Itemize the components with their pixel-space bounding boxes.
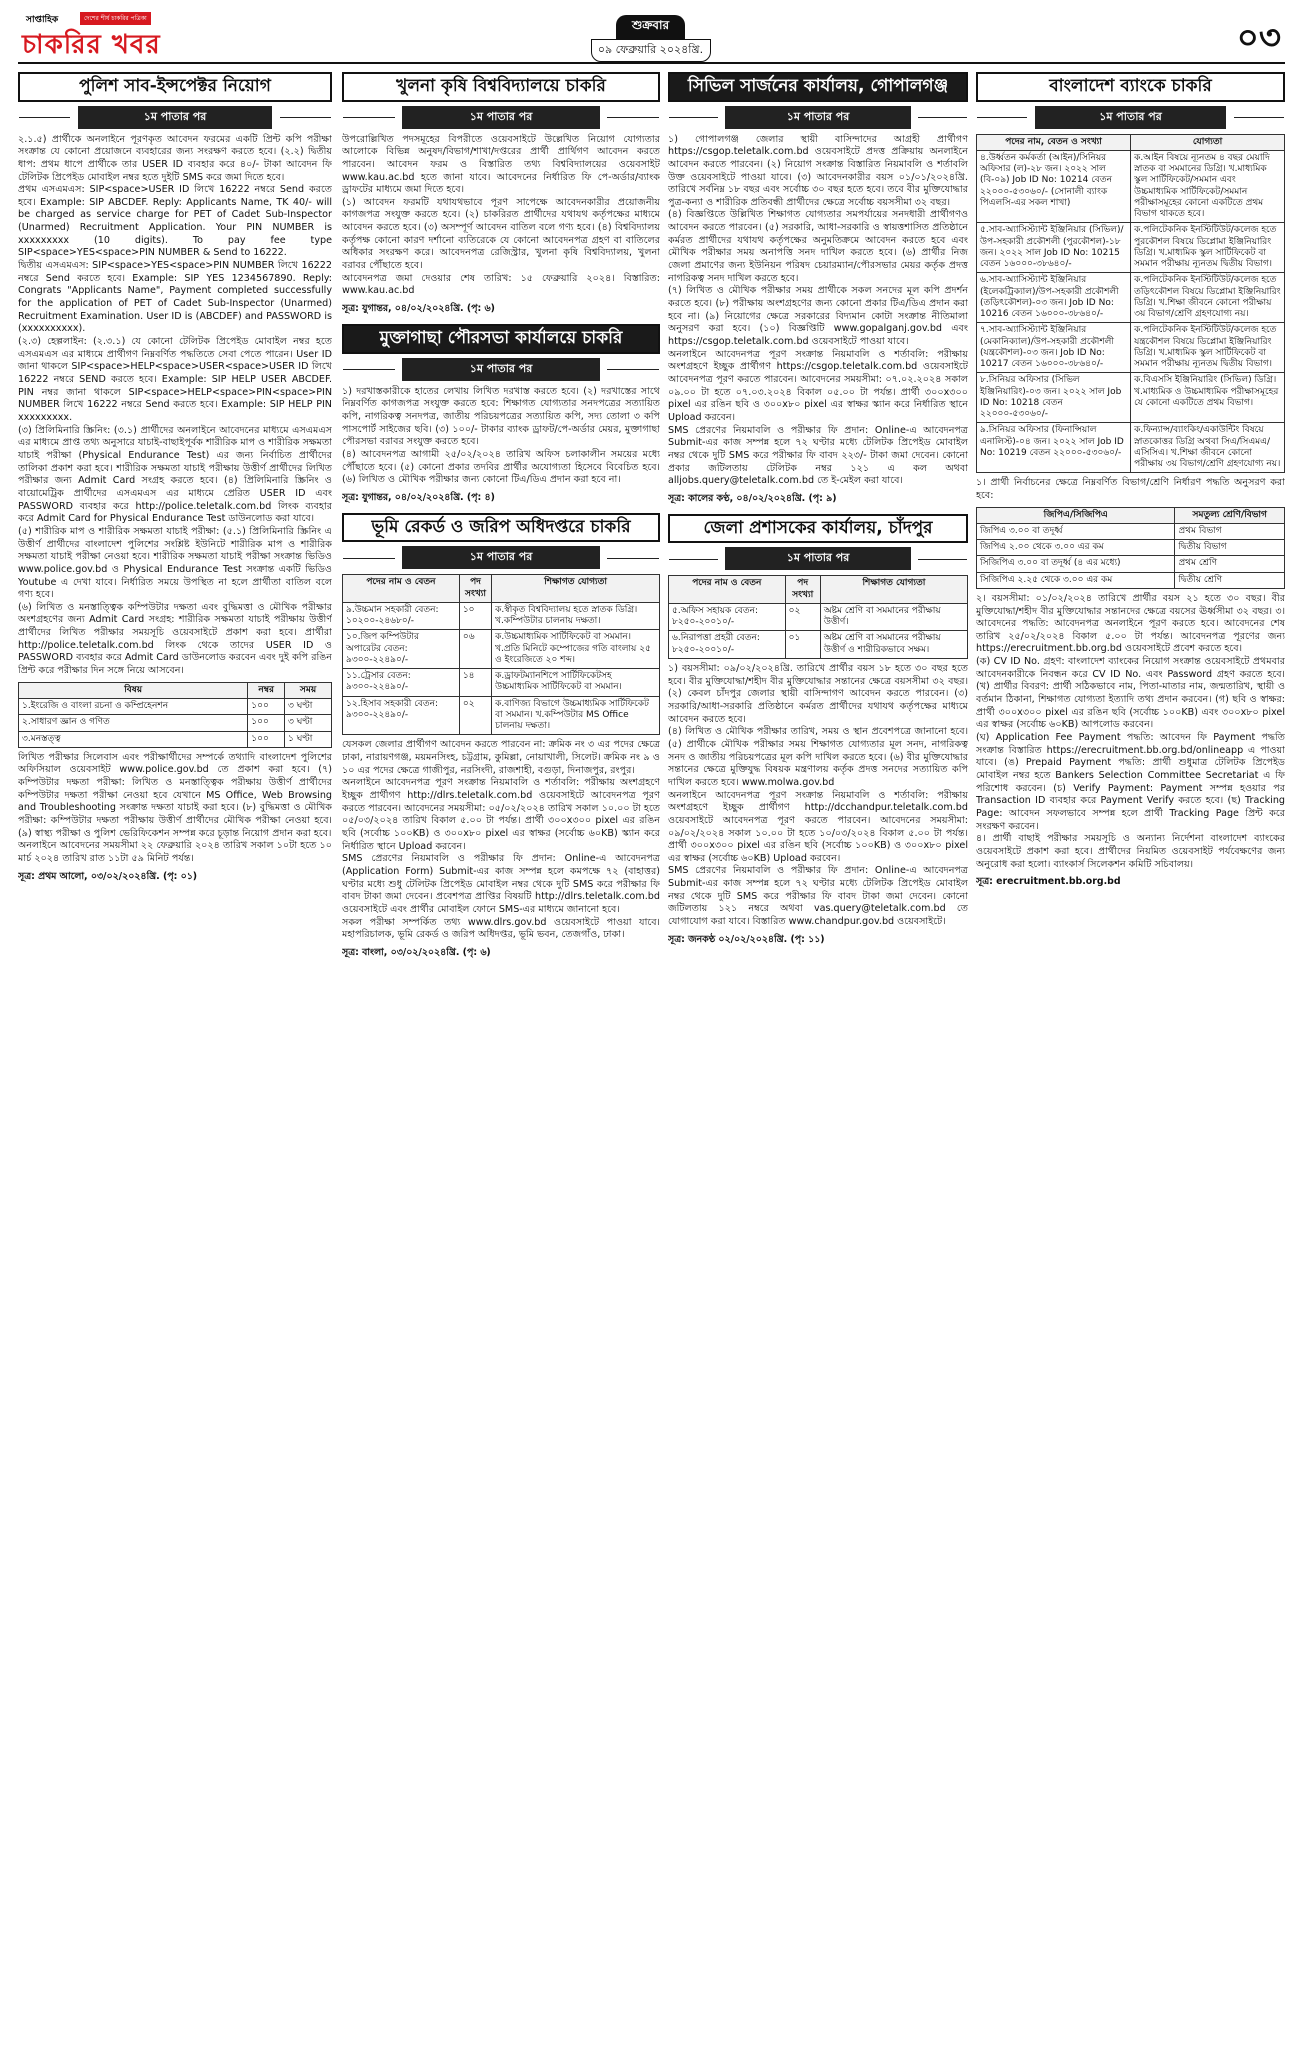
table-row [669,631,968,659]
table-row [977,523,1285,539]
table-cell: ৩ ঘণ্টা [285,699,332,715]
table-cell: প্রথম বিভাগ [1175,523,1285,539]
table-cell: ২.সাধারণ জ্ঞান ও গণিত [19,715,248,731]
continued-tag: ১ম পাতার পর [725,106,911,129]
continued-tag: ১ম পাতার পর [1035,106,1227,129]
logo-title: চাকরির খবর [22,30,161,60]
table-cell: ক.উচ্চমাধ্যমিক সার্টিফিকেট বা সমমান। খ.প্রতি মিনিটে কম্পোজের গতি বাংলায় ২৫ ও ইংরেজিতে ২০ শব্দ। [492,630,660,669]
heading-land-records: ভূমি রেকর্ড ও জরিপ অধিদপ্তরে চাকরি [342,513,660,543]
table-cell: ক.স্বীকৃত বিশ্ববিদ্যালয় হতে স্নাতক ডিগ্রি। খ.কম্পিউটার চালনায় দক্ষতা। [492,602,660,630]
table-row [669,603,968,631]
logo-small-text: সাপ্তাহিক [26,15,59,25]
table-cell: ১.ইংরেজি ও বাংলা রচনা ও কম্প্রিহেনশন [19,699,248,715]
source-citation: সূত্র: যুগান্তর, ০৪/০২/২০২৪খ্রি. (পৃ: ৪) [342,491,495,503]
heading-muktagacha: মুক্তাগাছা পৌরসভা কার্যালয়ে চাকরি [342,324,660,354]
table-cell: ক.বাণিজ্য বিভাগে উচ্চমাধ্যমিক সার্টিফিকেট বা সমমান। খ.কম্পিউটার MS Office চালনায় দক্ষতা। [492,696,660,735]
continued-tag: ১ম পাতার পর [725,547,911,570]
paragraph: অনলাইনে আবেদনের সময়সীমা ২২ ফেব্রুয়ারি ২০২৪ তারিখ সকাল ১০টা হতে ১০ মার্চ ২০২৪ তারিখ রাত ১১টা ৫৯ মিনিট পর্যন্ত। [18,840,332,865]
page-number: ০৩ [1236,18,1281,58]
table-header: জিপিএ/সিজিপিএ [977,507,1175,523]
source-citation: সূত্র: erecruitment.bb.org.bd [976,876,1121,888]
table-header: সমতুল্য শ্রেণি/বিভাগ [1175,507,1285,523]
table-cell: ক.পলিটেকনিক ইনস্টিটিউট/কলেজ হতে তড়িৎকৌশল বিষয়ে ডিপ্লোমা ইঞ্জিনিয়ারিং ডিগ্রি। খ.শিক্ষা জীবনে কোনো পরীক্ষায় ৩য় বিভাগ/শ্রেণি গ্রহণযোগ্য নয়। [1131,273,1285,323]
heading-bangladesh-bank: বাংলাদেশ ব্যাংকে চাকরি [976,72,1285,102]
table-header: পদ সংখ্যা [459,575,491,603]
masthead [18,10,1285,62]
table-cell: ক.আইন বিষয়ে ন্যূনতম ৪ বছর মেয়াদি স্নাতক বা সমমানের ডিগ্রি। খ.মাধ্যমিক স্কুল সার্টিফিকেট/সমমান এবং উচ্চমাধ্যমিক সার্টিফিকেট/সমমান পরীক্ষাসমূহের কোনো একটিতে প্রথম বিভাগ থাকতে হবে। [1131,150,1285,223]
table-row [977,223,1285,273]
table-cell: ১০ [459,602,491,630]
posts-table [342,574,660,735]
table-cell: দ্বিতীয় বিভাগ [1175,540,1285,556]
table-row [343,602,660,630]
table-header: নম্বর [248,682,285,698]
table-cell: ৯.সিনিয়র অফিসার (ফিনান্সিয়াল এনালিস্ট)-০৪ জন। ২০২২ সাল Job ID No: 10219 বেতন ২২০০০-৫৩০৬০/- [977,423,1131,473]
table-cell: ০৬ [459,630,491,669]
newspaper-logo [18,12,228,60]
table-header: পদ সংখ্যা [785,576,820,604]
table-cell: ৭.সাব-অ্যাসিস্ট্যান্ট ইঞ্জিনিয়ার (মেকানিক্যাল)/উপ-সহকারী প্রকৌশলী (যন্ত্রকৌশল)-০৩ জন। Job ID No: 10217 বেতন ১৬০০০-৩৮৬৪০/- [977,323,1131,373]
table-cell: ৬.সাব-অ্যাসিস্ট্যান্ট ইঞ্জিনিয়ার (ইলেকট্রিক্যাল)/উপ-সহকারী প্রকৌশলী (তড়িৎকৌশল)-০৩ জন। Job ID No: 10216 বেতন ১৬০০০-৩৮৬৪০/- [977,273,1131,323]
table-cell: ক.ফিন্যান্স/ব্যাংকিং/একাউন্টিং বিষয়ে স্নাতকোত্তর ডিগ্রি অথবা সিএ/সিএমএ/এসিসিএ। খ.শিক্ষা জীবনে কোনো পরীক্ষায় ৩য় বিভাগ/শ্রেণি গ্রহণযোগ্য নয়। [1131,423,1285,473]
paragraph: ২। বয়সসীমা: ০১/০২/২০২৪ তারিখে প্রার্থীর বয়স ২১ হতে ৩০ বছর। বীর মুক্তিযোদ্ধা/শহীদ বীর মুক্তিযোদ্ধার সন্তানদের ক্ষেত্রে বয়সের ঊর্ধ্বসীমা ৩২ বছর। ৩। আবেদনের পদ্ধতি: আবেদনপত্র অনলাইনে পূরণ করতে হবে। আবেদনের শেষ তারিখ ২৫/০২/২০২৪ বিকাল ৫.০০ টা পর্যন্ত। আবেদনপত্র পূরণের জন্য https://erecruitment.bb.org.bd ওয়েবসাইটে প্রবেশ করতে হবে। [976,592,1285,655]
table-cell: ৯.উচ্চমান সহকারী বেতন: ১০২০০-২৪৬৮০/- [343,602,460,630]
paragraph: SMS প্রেরণের নিয়মাবলি ও পরীক্ষার ফি প্রদান: Online-এ আবেদনপত্র Submit-এর কাজ সম্পন্ন হলে ৭২ ঘণ্টার মধ্যে টেলিটক প্রিপেইড মোবাইল নম্বর থেকে দুটি SMS করে পরীক্ষার ফি বাবদ টাকা জমা দেবেন। কোনো জটিলতায় ১২১ নম্বরে অথবা vas.query@teletalk.com.bd তে যোগাযোগ করা যাবে। বিস্তারিত www.chandpur.gov.bd ওয়েবসাইটে। [668,865,968,928]
masthead-rule [18,62,1285,64]
paragraph: লিখিত পরীক্ষার সিলেবাস এবং পরীক্ষার্থীদের সম্পর্কে তথ্যাদি বাংলাদেশ পুলিশের অফিসিয়াল ওয়েবসাইট www.police.gov.bd তে প্রকাশ করা হবে। (৭) কম্পিউটার দক্ষতা পরীক্ষা: লিখিত ও মনস্তাত্ত্বিক পরীক্ষায় উত্তীর্ণ প্রার্থীদের কম্পিউটার দক্ষতা পরীক্ষা নেওয়া হবে যেখানে MS Office, Web Browsing and Troubleshooting সংক্রান্ত দক্ষতা যাচাই করা হবে। (৮) বুদ্ধিমত্তা ও মৌখিক পরীক্ষা: কম্পিউটার দক্ষতা পরীক্ষায় উত্তীর্ণ প্রার্থীদের মৌখিক পরীক্ষা নেওয়া হবে। (৯) স্বাস্থ্য পরীক্ষা ও পুলিশ ভেরিফিকেশন সম্পন্ন করে চূড়ান্ত নিয়োগ প্রদান করা হবে। [18,751,332,839]
table-cell: ৩ ঘণ্টা [285,715,332,731]
table-cell: জিপিএ ৩.০০ বা তদূর্ধ্ব [977,523,1175,539]
section-land-records [342,513,660,960]
source-citation: সূত্র: প্রথম আলো, ০৩/০২/২০২৪খ্রি. (পৃ: ০১) [18,870,198,882]
paragraph: (ঘ) Application Fee Payment পদ্ধতি: আবেদন ফি Payment পদ্ধতি সংক্রান্ত বিস্তারিত https://erecruitment.bb.org.bd/onlineapp এ পাওয়া যাবে। (ঙ) Prepaid Payment পদ্ধতি: প্রার্থী শুধুমাত্র টেলিটক প্রিপেইড মোবাইল নম্বর হতে Bankers Selection Committee Secretariat এ ফি পরিশোধ করবেন। (চ) Verify Payment: Payment সম্পন্ন হওয়ার পর Transaction ID ব্যবহার করে Payment Verify করতে হবে। (ছ) Tracking Page: আবেদন সফলভাবে সম্পন্ন হলে প্রার্থী Tracking Page প্রিন্ট করে সংরক্ষণ করবেন। [976,732,1285,832]
table-row [343,669,660,697]
column-bangladesh-bank [976,72,1285,2036]
table-cell: ক.পলিটেকনিক ইনস্টিটিউট/কলেজ হতে পুরকৌশল বিষয়ে ডিপ্লোমা ইঞ্জিনিয়ারিং ডিগ্রি। খ.মাধ্যমিক স্কুল সার্টিফিকেট বা সমমান পরীক্ষায় ন্যূনতম দ্বিতীয় বিভাগ। [1131,223,1285,273]
table-row [977,323,1285,373]
source-citation: সূত্র: জনকণ্ঠ ০২/০২/২০২৪খ্রি. (পৃ: ১১) [668,933,825,945]
continued-tag: ১ম পাতার পর [402,358,599,381]
continued-tag: ১ম পাতার পর [402,106,599,129]
table-cell: ৩.মনস্তত্ত্ব [19,731,248,747]
table-cell: অষ্টম শ্রেণি বা সমমানের পরীক্ষায় উত্তীর্ণ। [820,603,967,631]
table-row [19,715,332,731]
table-cell: ৪.উর্ধ্বতন কর্মকর্তা (আইন)/সিনিয়র অফিসার (ল)-২৮ জন। ২০২২ সাল (বি-০৯) Job ID No: 10214 বেতন ২২০০০-৫৩০৬০/- (সোনালী ব্যাংক পিএলসি-এর সকল শাখা) [977,150,1131,223]
table-cell: ১০০ [248,715,285,731]
table-cell: ০২ [459,696,491,735]
table-cell: ১১.ট্রেসার বেতন: ৯৩০০-২২৪৯০/- [343,669,460,697]
table-cell: ৬.নিরাপত্তা প্রহরী বেতন: ৮২৫০-২০০১০/- [669,631,786,659]
table-header: পদের নাম ও বেতন [669,576,786,604]
table-cell: অষ্টম শ্রেণি বা সমমানের পরীক্ষায় উত্তীর্ণ ও শারীরিকভাবে সক্ষম। [820,631,967,659]
table-header: শিক্ষাগত যোগ্যতা [820,576,967,604]
table-cell: ক.ড্রাফটম্যানশিপে সার্টিফিকেটসহ উচ্চমাধ্যমিক সার্টিফিকেট বা সমমান। [492,669,660,697]
table-header: যোগ্যতা [1131,134,1285,150]
paragraph: অনলাইনে আবেদনপত্র পূরণ সংক্রান্ত নিয়মাবলি ও শর্তাবলি: পরীক্ষায় অংশগ্রহণে ইচ্ছুক প্রার্থীগণ http://dcchandpur.teletalk.com.bd ওয়েবসাইটে আবেদনপত্র পূরণ করতে পারবেন। আবেদনের সময়সীমা: ০৯/০২/২০২৪ সকাল ১০.০০ টা হতে ১০/০৩/২০২৪ বিকাল ৫.০০ টা পর্যন্ত। প্রার্থী ৩০০x৩০০ pixel এর রঙিন ছবি (সর্বোচ্চ ১০০KB) ও ৩০০x৮০ pixel এর স্বাক্ষর (সর্বোচ্চ ৬০KB) Upload করবেন। [668,789,968,864]
table-cell: ০২ [785,603,820,631]
table-header: পদের নাম ও বেতন [343,575,460,603]
grade-equivalence-table [976,507,1285,589]
issue-date-box [553,14,748,54]
table-row [19,731,332,747]
column-middle-right [668,72,968,2036]
table-header: বিষয় [19,682,248,698]
heading-police-si: পুলিশ সাব-ইন্সপেক্টর নিয়োগ [18,72,332,102]
table-header: পদের নাম, বেতন ও সংখ্যা [977,134,1131,150]
posts-table [668,575,968,659]
paragraph: আবেদনপত্র জমা দেওয়ার শেষ তারিখ: ১৫ ফেব্রুয়ারি ২০২৪। বিস্তারিত: www.kau.ac.bd [342,272,660,297]
issue-day: শুক্রবার [616,15,685,39]
table-header: শিক্ষাগত যোগ্যতা [492,575,660,603]
paragraph: ১) দরখাস্তকারীকে হাতের লেখায় লিখিত দরখাস্ত করতে হবে। (২) দরখাস্তের সাথে নিম্নবর্ণিত কাগজপত্র সংযুক্ত করতে হবে: শিক্ষাগত যোগ্যতার সনদপত্রের সত্যায়িত কপি, নাগরিকত্ব সনদপত্র, জাতীয় পরিচয়পত্রের সত্যায়িত কপি, সদ্য তোলা ৩ কপি পাসপোর্ট সাইজের ছবি। (৩) ১০০/- টাকার ব্যাংক ড্রাফট/পে-অর্ডার মেয়র, মুক্তাগাছা পৌরসভা বরাবর সংযুক্ত করতে হবে। [342,385,660,448]
paragraph: উপরোল্লিখিত পদসমূহের বিপরীতে ওয়েবসাইটে উল্লেখিত নিয়োগ যোগ্যতার আলোকে বিভিন্ন অনুষদ/বিভাগ/শাখা/দপ্তরের প্রার্থী প্রার্থিগণ আবেদন করতে পারবেন। আবেদন ফরম ও বিস্তারিত তথ্য বিশ্ববিদ্যালয়ের ওয়েবসাইট www.kau.ac.bd হতে জানা যাবে। আবেদনের নির্ধারিত ফি পে-অর্ডার/ব্যাংক ড্রাফটের মাধ্যমে জমা দিতে হবে। [342,133,660,196]
table-cell: সিজিপিএ ২.২৫ থেকে ৩.০০ এর কম [977,572,1175,588]
paragraph: ৪। প্রার্থী বাছাই পরীক্ষার সময়সূচি ও অন্যান্য নির্দেশনা বাংলাদেশ ব্যাংকের ওয়েবসাইটে প্রকাশ করা হবে। প্রার্থীদের নিয়মিত ওয়েবসাইট পর্যবেক্ষণের জন্য অনুরোধ করা হলো। ব্যাংকার্স সিলেকশন কমিটি সচিবালয়। [976,833,1285,870]
continued-tag: ১ম পাতার পর [402,546,599,569]
paragraph: (৫) শারীরিক মাপ ও শারীরিক সক্ষমতা যাচাই পরীক্ষা: (৫.১) প্রিলিমিনারি স্ক্রিনিং এ উত্তীর্ণ প্রার্থীদের বাংলাদেশ পুলিশের সংশ্লিষ্ট ইউনিটে শারীরিক মাপ ও শারীরিক সক্ষমতা যাচাই পরীক্ষা নেওয়া হবে। শারীরিক সক্ষমতা যাচাই পরীক্ষা সংক্রান্ত ভিডিও www.police.gov.bd ও Physical Endurance Test সংক্রান্ত একটি ভিডিও Youtube এ দেখা যাবে। নির্ধারিত সময়ে উপস্থিত না হলে প্রার্থীতা বাতিল বলে গণ্য হবে। [18,525,332,601]
source-citation: সূত্র: যুগান্তর, ০৪/০২/২০২৪খ্রি. (পৃ: ৬) [342,303,495,315]
sms-instruction: দ্বিতীয় এসএমএস: SIP<space>YES<space>PIN NUMBER লিখে 16222 নম্বরে Send করতে হবে। Example: SIP YES 1234567890. Reply: Congrats "Applicants Name", Payment completed successfully for the application of PET of Cadet Sub-Inspector (Unarmed) Recruitment Examination. User ID is (ABCDEF) and PASSWORD is (xxxxxxxxxx). [18,260,332,335]
paragraph: ১। প্রার্থী নির্বাচনের ক্ষেত্রে নিম্নবর্ণিত বিভাগ/শ্রেণি নির্ধারণ পদ্ধতি অনুসরণ করা হবে: [976,477,1285,501]
table-row [977,273,1285,323]
table-cell: ক.পলিটেকনিক ইনস্টিটিউট/কলেজ হতে যন্ত্রকৌশল বিষয়ে ডিপ্লোমা ইঞ্জিনিয়ারিং ডিগ্রি। খ.মাধ্যমিক স্কুল সার্টিফিকেট বা সমমান পরীক্ষায় ন্যূনতম দ্বিতীয় বিভাগ। [1131,323,1285,373]
table-cell: ১৪ [459,669,491,697]
paragraph: (৬) লিখিত ও মনস্তাত্ত্বিক কম্পিউটার দক্ষতা এবং বুদ্ধিমত্তা ও মৌখিক পরীক্ষার অংশগ্রহণের জন্য Admit Card সংগ্রহ: শারীরিক সক্ষমতা যাচাই পরীক্ষায় উত্তীর্ণ প্রার্থীদের লিখিত পরীক্ষার সময়সূচি ওয়েবসাইটে প্রকাশ করা হবে। প্রার্থীরা http://police.teletalk.com.bd লিংক থেকে তাদের USER ID ও PASSWORD ব্যবহার করে Admit Card ডাউনলোড করবেন এবং দুই কপি রঙিন প্রিন্ট করে পরীক্ষার দিন সঙ্গে নিয়ে আসবেন। [18,601,332,677]
paragraph: ১) গোপালগঞ্জ জেলার স্থায়ী বাসিন্দাদের আগ্রহী প্রার্থীগণ https://csgop.teletalk.com.bd ওয়েবসাইটে প্রদত্ত প্রক্রিয়ায় অনলাইনে আবেদন করতে পারবেন। (২) নিয়োগ সংক্রান্ত বিস্তারিত নিয়মাবলি ও শর্তাবলি উক্ত ওয়েবসাইটে পাওয়া যাবে। (৩) আবেদনকারীর বয়স ০১/০১/২০২৪খ্রি. তারিখে সর্বনিম্ন ১৮ বছর এবং সর্বোচ্চ ৩০ বছর হতে হবে। তবে বীর মুক্তিযোদ্ধার পুত্র-কন্যা ও শারীরিক প্রতিবন্ধী প্রার্থীদের ক্ষেত্রে সর্বোচ্চ বয়সসীমা ৩২ বছর। [668,133,968,208]
table-cell: ০১ [785,631,820,659]
section-civil-surgeon [668,72,968,506]
paragraph: অনলাইনে আবেদনপত্র পূরণ সংক্রান্ত নিয়মাবলি ও শর্তাবলি: পরীক্ষায় অংশগ্রহণে ইচ্ছুক প্রার্থীগণ http://dlrs.teletalk.com.bd ওয়েবসাইটে আবেদনপত্র পূরণ করতে পারবেন। আবেদনের সময়সীমা: ০৫/০২/২০২৪ তারিখ সকাল ১০.০০ টা হতে ০৫/০৩/২০২৪ তারিখ বিকাল ৫.০০ টা পর্যন্ত। প্রার্থী ৩০০x৩০০ pixel এর রঙিন ছবি (সর্বোচ্চ ১০০KB) ও ৩০০x৮০ pixel এর স্বাক্ষর (সর্বোচ্চ ৬০KB) স্ক্যান করে নির্ধারিত স্থানে Upload করবেন। [342,777,660,852]
table-row [977,540,1285,556]
table-cell: ১০০ [248,699,285,715]
table-row [977,150,1285,223]
table-row [977,423,1285,473]
exam-marks-table [18,682,332,748]
heading-civil-surgeon: সিভিল সার্জনের কার্যালয়, গোপালগঞ্জ [668,72,968,102]
paragraph: সকল পরীক্ষা সম্পর্কিত তথ্য www.dlrs.gov.bd ওয়েবসাইটে পাওয়া যাবে। মহাপরিচালক, ভূমি রেকর্ড ও জরিপ অধিদপ্তর, ভূমি ভবন, তেজগাঁও, ঢাকা। [342,916,660,941]
table-cell: ৫.সাব-অ্যাসিস্ট্যান্ট ইঞ্জিনিয়ার (সিভিল)/উপ-সহকারী প্রকৌশলী (পুরকৌশল)-১৮ জন। ২০২২ সাল Job ID No: 10215 বেতন ১৬০০০-৩৮৬৪০/- [977,223,1131,273]
table-cell: ১ ঘণ্টা [285,731,332,747]
table-cell: ১০.জিপ কম্পিউটার অপারেটর বেতন: ৯৩০০-২২৪৯০/- [343,630,460,669]
paragraph: ২.১.৫) প্রার্থীকে অনলাইনে পূরণকৃত আবেদন ফরমের একটি প্রিন্ট কপি পরীক্ষা সংক্রান্ত যে কোনো প্রয়োজনে ব্যবহারের জন্য সংরক্ষণ করতে হবে। (২.২) দ্বিতীয় ধাপ: প্রথম ধাপে প্রার্থীকে তার USER ID ব্যবহার করে ৪০/- টাকা আবেদন ফি টেলিটক প্রিপেইড মোবাইল নম্বর হতে দুইটি SMS করে জমা দিতে হবে। [18,133,332,183]
paragraph: (৭) লিখিত ও মৌখিক পরীক্ষার সময় প্রার্থীকে সকল সনদের মূল কপি প্রদর্শন করতে হবে। (৮) পরীক্ষায় অংশগ্রহণের জন্য কোনো প্রকার টিএ/ডিএ প্রদান করা হবে না। (৯) নিয়োগের ক্ষেত্রে সরকারের বিদ্যমান কোটা সংক্রান্ত নীতিমালা অনুসরণ করা হবে। (১০) বিজ্ঞপ্তিটি www.gopalganj.gov.bd এবং https://csgop.teletalk.com.bd ওয়েবসাইটে পাওয়া যাবে। [668,285,968,348]
paragraph: যেসকল জেলার প্রার্থীগণ আবেদন করতে পারবেন না: ক্রমিক নং ৩ এর পদের ক্ষেত্রে ঢাকা, নারায়ণগঞ্জ, ময়মনসিংহ, চট্টগ্রাম, কুমিল্লা, নোয়াখালী, সিলেট। ক্রমিক নং ৯ ও ১০ এর পদের ক্ষেত্রে গাজীপুর, নরসিংদী, রাজশাহী, বগুড়া, দিনাজপুর, রংপুর। [342,739,660,776]
heading-dc-chandpur: জেলা প্রশাসকের কার্যালয়, চাঁদপুর [668,514,968,544]
continued-tag: ১ম পাতার পর [78,106,273,129]
heading-khulna-agri: খুলনা কৃষি বিশ্ববিদ্যালয়ে চাকরি [342,72,660,102]
source-citation: সূত্র: কালের কণ্ঠ, ০৪/০২/২০২৪খ্রি. (পৃ: ৯) [668,492,837,504]
table-cell: ৮.সিনিয়র অফিসার (সিভিল ইঞ্জিনিয়ারিং)-০৩ জন। ২০২২ সাল Job ID No: 10218 বেতন ২২০০০-৫৩০৬০/- [977,373,1131,423]
table-cell: সিজিপিএ ৩.০০ বা তদূর্ধ্ব (৪ এর মধ্যে) [977,556,1175,572]
table-cell: ৫.অফিস সহায়ক বেতন: ৮২৫০-২০০১০/- [669,603,786,631]
table-row [343,630,660,669]
paragraph: (২.৩) হেল্পলাইন: (২.৩.১) যে কোনো টেলিটক প্রিপেইড মোবাইল নম্বর হতে এসএমএস এর মাধ্যমে প্রার্থীগণ নিম্নবর্ণিত পদ্ধতিতে সেবা পেতে পারেন। User ID জানা থাকলে SIP<space>HELP<space>USER<space>USER ID লিখে 16222 নম্বরে SEND করতে হবে। Example: SIP HELP USER ABCDEF. PIN নম্বর জানা থাকলে SIP<space>HELP<space>PIN<space>PIN NUMBER লিখে 16222 নম্বরে Send করতে হবে। Example: SIP HELP PIN xxxxxxxxx. [18,336,332,423]
table-header: সময় [285,682,332,698]
posts-table [976,134,1285,474]
table-cell: দ্বিতীয় শ্রেণি [1175,572,1285,588]
table-cell: জিপিএ ২.০০ থেকে ৩.০০ এর কম [977,540,1175,556]
table-cell: ১০০ [248,731,285,747]
paragraph: SMS প্রেরণের নিয়মাবলি ও পরীক্ষার ফি প্রদান: Online-এ আবেদনপত্র Submit-এর কাজ সম্পন্ন হলে ৭২ ঘণ্টার মধ্যে টেলিটক প্রিপেইড মোবাইল নম্বর থেকে দুটি SMS করে পরীক্ষার ফি বাবদ ২২৩/- টাকা জমা দেবেন। কোনো প্রকার জটিলতায় টেলিটক নম্বর ১২১ এ কল অথবা alljobs.query@teletalk.com.bd তে ই-মেইল করা যাবে। [668,424,968,487]
paragraph: (৩) প্রিলিমিনারি স্ক্রিনিং: (৩.১) প্রার্থীদের অনলাইনে আবেদনের মাধ্যমে এসএমএস এর মাধ্যমে প্রাপ্ত তথ্য অনুসারে যাচাই-বাছাইপূর্বক শারীরিক মাপ ও শারীরিক সক্ষমতা যাচাই পরীক্ষা (Physical Endurance Test) এর জন্য নির্বাচিত প্রার্থীদের তালিকা প্রকাশ করা হবে। শারীরিক সক্ষমতা যাচাই পরীক্ষায় উত্তীর্ণ প্রার্থীদের লিখিত পরীক্ষার জন্য Admit Card সংগ্রহ করতে হবে। (৪) প্রিলিমিনারি স্ক্রিনিং ও বায়োমেট্রিক প্রার্থীদের এসএমএস এর মাধ্যমে প্রেরিত USER ID এবং PASSWORD ব্যবহার করে http://police.teletalk.com.bd লিংক ব্যবহার করে Admit Card for Physical Endurance Test ডাউনলোড করা যাবে। [18,424,332,525]
paragraph: ১) বয়সসীমা: ০৯/০২/২০২৪খ্রি. তারিখে প্রার্থীর বয়স ১৮ হতে ৩০ বছর হতে হবে। বীর মুক্তিযোদ্ধা/শহীদ বীর মুক্তিযোদ্ধার সন্তানের ক্ষেত্রে বয়সসীমা ৩২ বছর। (২) কেবল চাঁদপুর জেলার স্থায়ী বাসিন্দাগণ আবেদন করতে পারবেন। (৩) সরকারি/আধা-সরকারি প্রতিষ্ঠানে কর্মরত প্রার্থীদের যথাযথ কর্তৃপক্ষের মাধ্যমে আবেদন করতে হবে। [668,662,968,725]
section-khulna-agri [342,72,660,316]
table-row [977,373,1285,423]
table-row [343,696,660,735]
logo-tagline: দেশের শীর্ষ চাকরির পত্রিকা [80,12,151,25]
section-dc-chandpur [668,514,968,947]
table-row [977,572,1285,588]
sms-instruction: প্রথম এসএমএস: SIP<space>USER ID লিখে 16222 নম্বরে Send করতে হবে। Example: SIP ABCDEF. Reply: Applicants Name, TK 40/- will be charged as service charge for PET of Cadet Sub-Inspector (Unarmed) Recruitment Application. Your PIN NUMBER is xxxxxxxxx (10 digits). To pay fee type SIP<space>YES<space>PIN NUMBER & Send to 16222. [18,184,332,259]
paragraph: (ক) CV ID No. গ্রহণ: বাংলাদেশ ব্যাংকের নিয়োগ সংক্রান্ত ওয়েবসাইটে প্রথমবার আবেদনকারীকে নিবন্ধন করে CV ID No. এবং Password গ্রহণ করতে হবে। (খ) প্রার্থীর বিবরণ: প্রার্থী সঠিকভাবে নাম, পিতা-মাতার নাম, জন্মতারিখ, স্থায়ী ও বর্তমান ঠিকানা, শিক্ষাগত যোগ্যতা ইত্যাদি তথ্য প্রদান করবেন। (গ) ছবি ও স্বাক্ষর: প্রার্থী ৩০০x৩০০ pixel এর রঙিন ছবি (সর্বোচ্চ ১০০KB) এবং ৩০০x৮০ pixel এর স্বাক্ষর (সর্বোচ্চ ৬০KB) আপলোড করবেন। [976,656,1285,731]
table-row [19,699,332,715]
section-muktagacha [342,324,660,505]
paragraph: অনলাইনে আবেদনপত্র পূরণ সংক্রান্ত নিয়মাবলি ও শর্তাবলি: পরীক্ষায় অংশগ্রহণে ইচ্ছুক প্রার্থীগণ https://csgop.teletalk.com.bd ওয়েবসাইটে আবেদনপত্র পূরণ করতে পারবেন। আবেদনের সময়সীমা: ০৭.০২.২০২৪ সকাল ০৯.০০ টা হতে ০৭.০৩.২০২৪ বিকাল ০৫.০০ টা পর্যন্ত। প্রার্থী ৩০০x৩০০ pixel এর রঙিন ছবি ও ৩০০x৮০ pixel এর স্বাক্ষর স্ক্যান করে নির্ধারিত স্থানে Upload করবেন। [668,348,968,423]
paragraph: (৪) লিখিত ও মৌখিক পরীক্ষার তারিখ, সময় ও স্থান প্রবেশপত্রে জানানো হবে। (৫) প্রার্থীকে মৌখিক পরীক্ষার সময় শিক্ষাগত যোগ্যতার মূল সনদ, নাগরিকত্ব সনদ ও জাতীয় পরিচয়পত্রের মূল কপি দাখিল করতে হবে। (৬) বীর মুক্তিযোদ্ধার সন্তানের ক্ষেত্রে মুক্তিযুদ্ধ বিষয়ক মন্ত্রণালয় কর্তৃক প্রদত্ত সনদের সত্যায়িত কপি দাখিল করতে হবে। www.molwa.gov.bd [668,726,968,788]
column-police-si [18,72,332,2036]
paragraph: SMS প্রেরণের নিয়মাবলি ও পরীক্ষার ফি প্রদান: Online-এ আবেদনপত্র (Application Form) Submit-এর কাজ সম্পন্ন হলে কমপক্ষে ৭২ (বাহাত্তর) ঘণ্টার মধ্যে শুধু টেলিটক প্রিপেইড মোবাইল নম্বর থেকে দুটি SMS করে পরীক্ষার ফি বাবদ টাকা জমা দেবেন। প্রবেশপত্র প্রাপ্তির বিষয়টি http://dlrs.teletalk.com.bd ওয়েবসাইটে এবং প্রার্থীর মোবাইল ফোনে SMS-এর মাধ্যমে জানানো হবে। [342,853,660,915]
paragraph: (১) আবেদন ফরমটি যথাযথভাবে পূরণ সাপেক্ষে আবেদনকারীর প্রয়োজনীয় কাগজপত্র সংযুক্ত করতে হবে। (২) চাকরিরত প্রার্থীদের যথাযথ কর্তৃপক্ষের মাধ্যমে আবেদন করতে হবে। (৩) অসম্পূর্ণ আবেদন বাতিল বলে গণ্য হবে। (৪) বিশ্ববিদ্যালয় কর্তৃপক্ষ কোনো কারণ দর্শানো ব্যতিরেকে যে কোনো আবেদনপত্র গ্রহণ বা বাতিলের অধিকার সংরক্ষণ করে। আবেদনপত্র রেজিস্ট্রার, খুলনা কৃষি বিশ্ববিদ্যালয়, খুলনা বরাবর পৌঁছাতে হবে। [342,196,660,272]
table-cell: প্রথম শ্রেণি [1175,556,1285,572]
issue-date: ০৯ ফেব্রুয়ারি ২০২৪খ্রি. [591,39,711,62]
paragraph: (৪) আবেদনপত্র আগামী ২৫/০২/২০২৪ তারিখ অফিস চলাকালীন সময়ের মধ্যে পৌঁছাতে হবে। (৫) কোনো প্রকার তদবির প্রার্থীর অযোগ্যতা হিসেবে বিবেচিত হবে। (৬) লিখিত ও মৌখিক পরীক্ষার জন্য কোনো টিএ/ডিএ প্রদান করা হবে না। [342,448,660,486]
source-citation: সূত্র: বাংলা, ০৩/০২/২০২৪খ্রি. (পৃ: ৬) [342,946,491,958]
column-middle-left [342,72,660,2036]
table-cell: ক.বিএসসি ইঞ্জিনিয়ারিং (সিভিল) ডিগ্রি। খ.মাধ্যমিক ও উচ্চমাধ্যমিক পরীক্ষাসমূহের যে কোনো একটিতে প্রথম বিভাগ। [1131,373,1285,423]
table-cell: ১২.হিসাব সহকারী বেতন: ৯৩০০-২২৪৯০/- [343,696,460,735]
paragraph: (৪) বিজ্ঞপ্তিতে উল্লিখিত শিক্ষাগত যোগ্যতার সমপর্যায়ের সনদধারী প্রার্থীগণও আবেদন করতে পারবেন। (৫) সরকারি, আধা-সরকারি ও স্বায়ত্তশাসিত প্রতিষ্ঠানে কর্মরত প্রার্থীদের যথাযথ কর্তৃপক্ষের অনুমতিক্রমে আবেদন করতে হবে এবং মৌখিক পরীক্ষার সময় অনাপত্তি সনদ দাখিল করতে হবে। (৬) প্রার্থীর নিজ জেলা প্রমাণের জন্য ইউনিয়ন পরিষদ চেয়ারম্যান/পৌরসভার মেয়র কর্তৃক প্রদত্ত নাগরিকত্ব সনদ দাখিল করতে হবে। [668,209,968,284]
table-row [977,556,1285,572]
